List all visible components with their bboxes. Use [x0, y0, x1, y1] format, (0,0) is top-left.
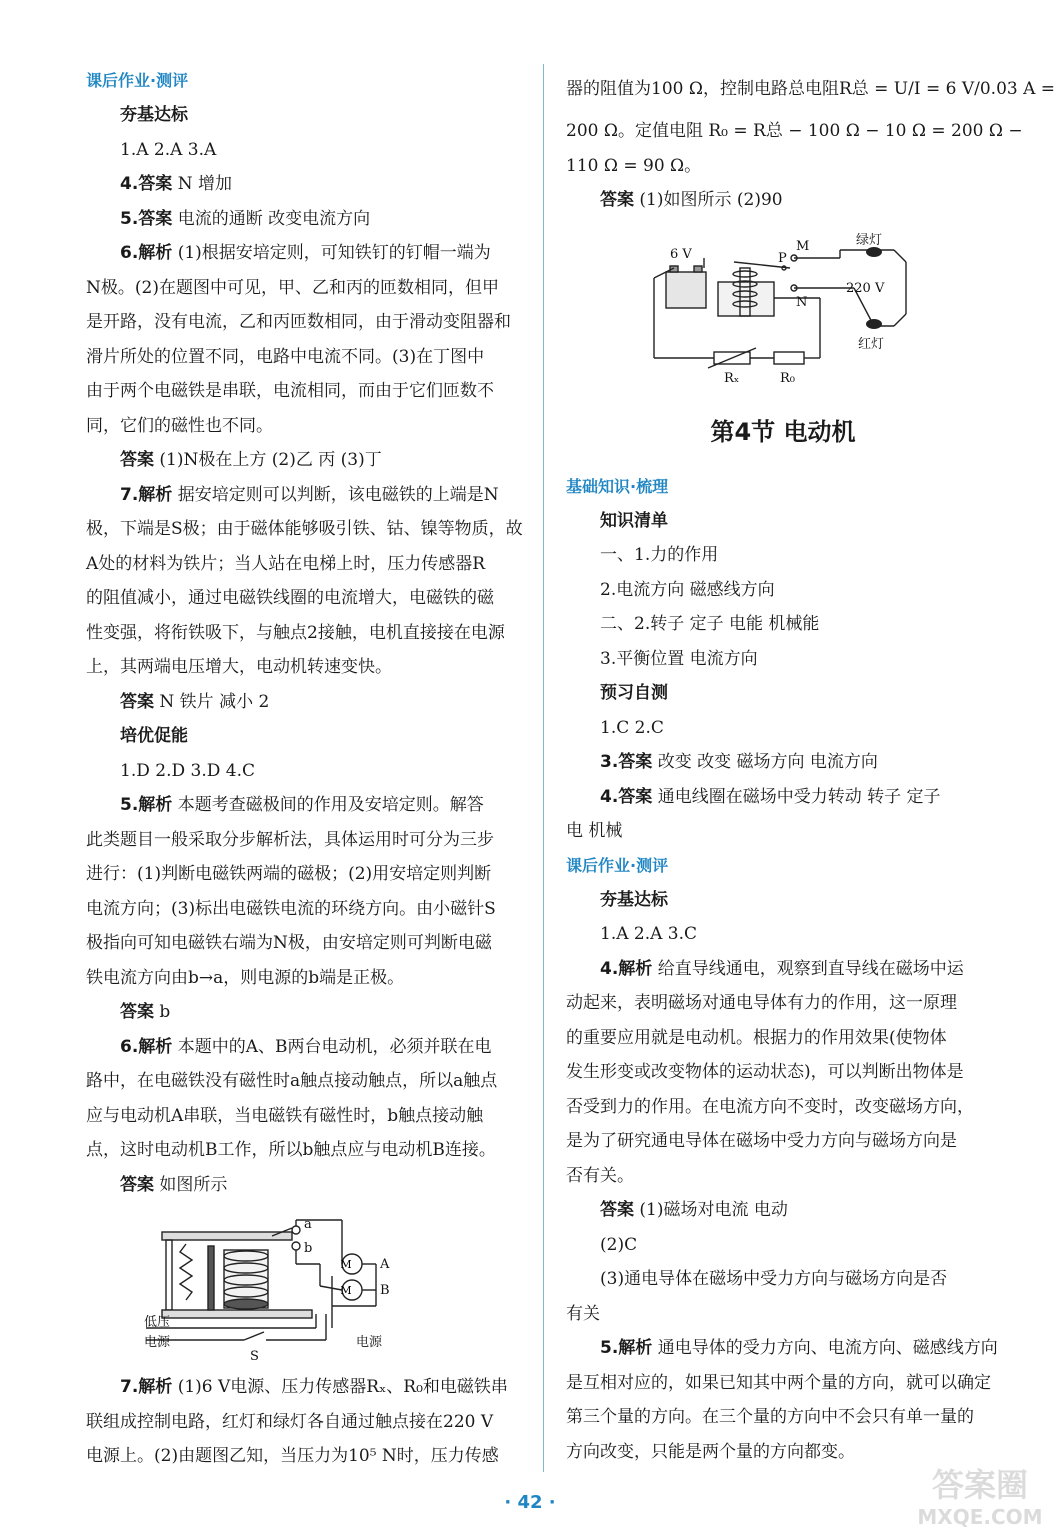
subheading: 培优促能 — [120, 726, 188, 746]
right-column — [566, 64, 1056, 1469]
page-number: · 42 · — [504, 1492, 556, 1513]
answer-line: 电 机械 — [566, 821, 623, 841]
analysis-line: 第三个量的方向。在三个量的方向中不会只有单一量的 — [566, 1407, 974, 1427]
analysis-line: 铁电流方向由b→a，则电源的b端是正极。 — [86, 967, 405, 988]
analysis-line: 此类题目一般采取分步解析法，具体运用时可分为三步 — [86, 829, 494, 850]
analysis-line: 是开路，没有电流，乙和丙匝数相同，由于滑动变阻器和 — [86, 312, 511, 332]
traffic-light-circuit-diagram — [644, 232, 924, 388]
subheading: 预习自测 — [600, 683, 668, 703]
analysis-line: 5.解析 本题考查磁极间的作用及安培定则。解答 — [120, 795, 484, 815]
subheading: 知识清单 — [600, 510, 668, 531]
analysis-line: 上，其两端电压增大，电动机转速变快。 — [86, 657, 392, 677]
label-P: P — [778, 250, 787, 266]
answer-line: 答案 (1)磁场对电流 电动 — [600, 1200, 788, 1220]
svg-text:答案圈: 答案圈 — [931, 1466, 1029, 1504]
answer-line: (3)通电导体在磁场中受力方向与磁场方向是否 — [600, 1269, 948, 1289]
analysis-line: 极指向可知电磁铁右端为N极，由安培定则可判断电磁 — [86, 933, 492, 953]
label-b: b — [304, 1241, 313, 1256]
label-switch: S — [250, 1349, 259, 1364]
answer-line: 1.A 2.A 3.C — [600, 924, 698, 944]
analysis-line: 的重要应用就是电动机。根据力的作用效果(使物体 — [566, 1027, 947, 1048]
analysis-line: 7.解析 据安培定则可以判断，该电磁铁的上端是N — [120, 484, 499, 505]
watermark-logo — [910, 1460, 1050, 1530]
knowledge-line: 3.平衡位置 电流方向 — [600, 648, 758, 669]
knowledge-line: 2.电流方向 磁感线方向 — [600, 579, 775, 600]
left-column — [86, 64, 526, 1474]
label-red-light: 红灯 — [858, 336, 885, 352]
answer-line: 1.C 2.C — [600, 717, 664, 738]
analysis-line: 联组成控制电路，红灯和绿灯各自通过触点接在220 V — [86, 1411, 494, 1432]
answer-line: 答案 (1)N极在上方 (2)乙 丙 (3)丁 — [120, 450, 382, 470]
label-low-voltage: 低压 — [144, 1315, 171, 1330]
analysis-line: 性变强，将衔铁吸下，与触点2接触，电机直接接在电源 — [86, 622, 505, 643]
answer-line: 答案 b — [120, 1002, 171, 1022]
relay-motor-circuit-diagram — [146, 1216, 446, 1364]
analysis-line: 电流方向；(3)标出电磁铁电流的环绕方向。由小磁针S — [86, 898, 496, 919]
analysis-line: 方向改变，只能是两个量的方向都变。 — [566, 1441, 855, 1462]
svg-text:MXQE.COM: MXQE.COM — [917, 1505, 1043, 1529]
analysis-line: A处的材料为铁片；当人站在电梯上时，压力传感器R — [86, 553, 486, 574]
label-220v: 220 V — [846, 280, 885, 296]
answer-line: 答案 N 铁片 减小 2 — [120, 691, 270, 712]
label-power: 电源 — [356, 1335, 383, 1350]
analysis-line: 6.解析 (1)根据安培定则，可知铁钉的钉帽一端为 — [120, 243, 491, 263]
answer-line: 1.D 2.D 3.D 4.C — [120, 760, 255, 781]
analysis-line: 200 Ω。定值电阻 R₀ = R总 − 100 Ω − 10 Ω = 200 Ω − — [566, 121, 1023, 141]
svg-text:M: M — [340, 1258, 352, 1271]
analysis-line: 否有关。 — [566, 1165, 634, 1186]
label-A: A — [380, 1257, 390, 1272]
section-heading: 课后作业·测评 — [566, 855, 669, 875]
analysis-line: 的阻值减小，通过电磁铁线圈的电流增大，电磁铁的磁 — [86, 588, 494, 608]
column-divider — [543, 64, 544, 1472]
analysis-line: 5.解析 通电导体的受力方向、电流方向、磁感线方向 — [600, 1338, 998, 1358]
answer-line: 3.答案 改变 改变 磁场方向 电流方向 — [600, 752, 878, 772]
section-heading: 基础知识·梳理 — [566, 476, 669, 496]
answer-line: 答案 如图所示 — [120, 1174, 228, 1195]
analysis-line: 由于两个电磁铁是串联，电流相同，而由于它们匝数不 — [86, 381, 494, 401]
label-N: N — [796, 294, 808, 310]
label-6v: 6 V — [670, 246, 692, 262]
label-power-source: 电源 — [144, 1335, 171, 1350]
analysis-line: 同，它们的磁性也不同。 — [86, 415, 273, 436]
answer-line: (2)C — [600, 1234, 638, 1255]
answer-line: 1.A 2.A 3.A — [120, 139, 217, 160]
analysis-line: N极。(2)在题图中可见，甲、乙和丙的匝数相同，但甲 — [86, 277, 499, 298]
label-R0: R₀ — [780, 370, 795, 386]
analysis-line: 4.解析 给直导线通电，观察到直导线在磁场中运 — [600, 958, 964, 979]
svg-text:M: M — [340, 1284, 352, 1297]
analysis-line: 极，下端是S极；由于磁体能够吸引铁、钴、镍等物质，故 — [86, 519, 523, 539]
analysis-line: 7.解析 (1)6 V电源、压力传感器Rₓ、R₀和电磁铁串 — [120, 1377, 508, 1397]
analysis-line: 发生形变或改变物体的运动状态)，可以判断出物体是 — [566, 1062, 964, 1082]
subheading: 夯基达标 — [600, 889, 668, 910]
analysis-line: 110 Ω = 90 Ω。 — [566, 155, 702, 176]
analysis-line: 动起来，表明磁场对通电导体有力的作用，这一原理 — [566, 993, 957, 1013]
analysis-line: 否受到力的作用。在电流方向不变时，改变磁场方向， — [566, 1096, 974, 1117]
knowledge-line: 二、2.转子 定子 电能 机械能 — [600, 614, 820, 634]
answer-line: 4.答案 N 增加 — [120, 174, 232, 194]
label-green-light: 绿灯 — [856, 232, 883, 248]
analysis-line: 是为了研究通电导体在磁场中受力方向与磁场方向是 — [566, 1131, 957, 1151]
subheading: 夯基达标 — [120, 105, 188, 125]
analysis-line: 是互相对应的，如果已知其中两个量的方向，就可以确定 — [566, 1372, 991, 1393]
analysis-line: 电源上。(2)由题图乙知，当压力为10⁵ N时，压力传感 — [86, 1446, 499, 1466]
chapter-title: 第4节 电动机 — [710, 417, 856, 446]
answer-line: 4.答案 通电线圈在磁场中受力转动 转子 定子 — [600, 786, 941, 807]
analysis-line: 点，这时电动机B工作，所以b触点应与电动机B连接。 — [86, 1140, 496, 1160]
answer-line: 答案 (1)如图所示 (2)90 — [600, 190, 783, 210]
analysis-line: 6.解析 本题中的A、B两台电动机，必须并联在电 — [120, 1036, 492, 1057]
analysis-line: 滑片所处的位置不同，电路中电流不同。(3)在丁图中 — [86, 346, 485, 367]
analysis-line: 路中，在电磁铁没有磁性时a触点接动触点，所以a触点 — [86, 1071, 498, 1091]
analysis-line: 器的阻值为100 Ω，控制电路总电阻R总 = U/I = 6 V/0.03 A = — [566, 79, 1056, 99]
label-B: B — [380, 1283, 390, 1298]
label-Rx: Rₓ — [724, 370, 740, 386]
label-M: M — [796, 238, 810, 254]
label-a: a — [304, 1217, 312, 1232]
answer-line: 5.答案 电流的通断 改变电流方向 — [120, 208, 371, 229]
analysis-line: 进行：(1)判断电磁铁两端的磁极；(2)用安培定则判断 — [86, 864, 492, 884]
analysis-line: 应与电动机A串联，当电磁铁有磁性时，b触点接动触 — [86, 1105, 484, 1126]
knowledge-line: 一、1.力的作用 — [600, 545, 719, 565]
answer-line: 有关 — [566, 1303, 600, 1324]
section-heading: 课后作业·测评 — [86, 71, 189, 90]
